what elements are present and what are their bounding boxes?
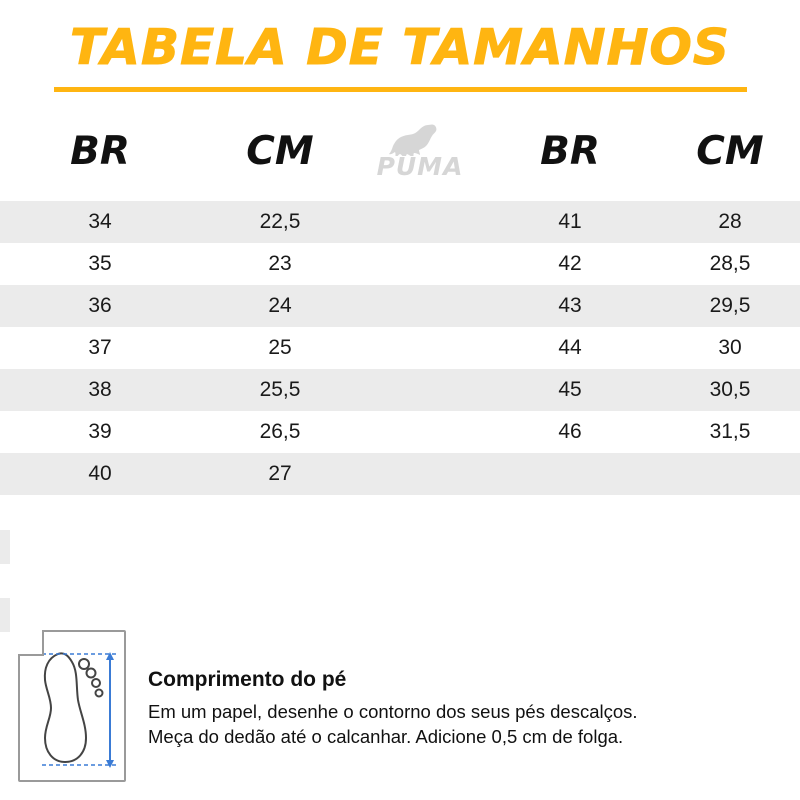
table-row xyxy=(0,453,800,495)
cell-br-2: 44 xyxy=(480,327,660,369)
column-header-cm-2: CM xyxy=(696,129,764,175)
table-row xyxy=(0,327,800,369)
cell-cm-2: 30 xyxy=(660,327,800,369)
cell-cm-2: 28 xyxy=(660,201,800,243)
cell-br-1: 37 xyxy=(0,327,200,369)
size-table xyxy=(0,114,800,495)
size-table-head xyxy=(0,114,800,201)
foot-instructions-line-1: Em um papel, desenhe o contorno dos seus pés descalços. xyxy=(148,701,638,722)
cell-spacer xyxy=(360,453,480,495)
title-divider xyxy=(54,87,747,92)
size-table-body xyxy=(0,201,800,495)
paper-fold-corner xyxy=(18,630,44,656)
foot-instructions xyxy=(148,630,638,750)
table-row xyxy=(0,411,800,453)
stripe-decoration xyxy=(0,530,10,564)
cell-cm-1: 22,5 xyxy=(200,201,360,243)
cell-cm-1: 23 xyxy=(200,243,360,285)
cell-br-1: 40 xyxy=(0,453,200,495)
cell-spacer xyxy=(360,243,480,285)
foot-measure-note xyxy=(0,630,800,800)
foot-instructions-line-2: Meça do dedão até o calcanhar. Adicione 0,5 cm de folga. xyxy=(148,725,624,747)
cell-cm-1: 25 xyxy=(200,327,360,369)
brand-name: PUMA xyxy=(376,152,464,182)
foot-instructions-title: Comprimento do pé xyxy=(148,668,347,691)
table-row xyxy=(0,201,800,243)
cell-spacer xyxy=(360,285,480,327)
cell-br-1: 39 xyxy=(0,411,200,453)
cell-cm-1: 27 xyxy=(200,453,360,495)
table-row xyxy=(0,243,800,285)
table-header-row xyxy=(0,114,800,201)
cell-cm-2 xyxy=(660,453,800,495)
cell-br-2: 46 xyxy=(480,411,660,453)
column-header-br-1: BR xyxy=(70,129,130,175)
foot-outline-icon xyxy=(18,630,126,782)
stripe-decoration xyxy=(0,598,10,632)
table-row xyxy=(0,369,800,411)
brand-logo-cell xyxy=(360,114,480,201)
cell-spacer xyxy=(360,411,480,453)
cell-cm-2: 28,5 xyxy=(660,243,800,285)
cell-cm-1: 24 xyxy=(200,285,360,327)
cell-cm-1: 26,5 xyxy=(200,411,360,453)
cell-br-1: 38 xyxy=(0,369,200,411)
title-block xyxy=(0,0,800,92)
page-title: TABELA DE TAMANHOS xyxy=(70,19,730,76)
cell-cm-2: 31,5 xyxy=(660,411,800,453)
cell-br-2 xyxy=(480,453,660,495)
cell-br-1: 36 xyxy=(0,285,200,327)
cell-br-1: 35 xyxy=(0,243,200,285)
puma-cat-icon xyxy=(368,122,472,156)
cell-br-2: 41 xyxy=(480,201,660,243)
cell-spacer xyxy=(360,201,480,243)
cell-br-1: 34 xyxy=(0,201,200,243)
cell-spacer xyxy=(360,327,480,369)
cell-cm-2: 30,5 xyxy=(660,369,800,411)
cell-br-2: 43 xyxy=(480,285,660,327)
cell-br-2: 45 xyxy=(480,369,660,411)
cell-cm-1: 25,5 xyxy=(200,369,360,411)
cell-spacer xyxy=(360,369,480,411)
column-header-cm-1: CM xyxy=(246,129,314,175)
table-row xyxy=(0,285,800,327)
cell-cm-2: 29,5 xyxy=(660,285,800,327)
cell-br-2: 42 xyxy=(480,243,660,285)
column-header-br-2: BR xyxy=(540,129,600,175)
